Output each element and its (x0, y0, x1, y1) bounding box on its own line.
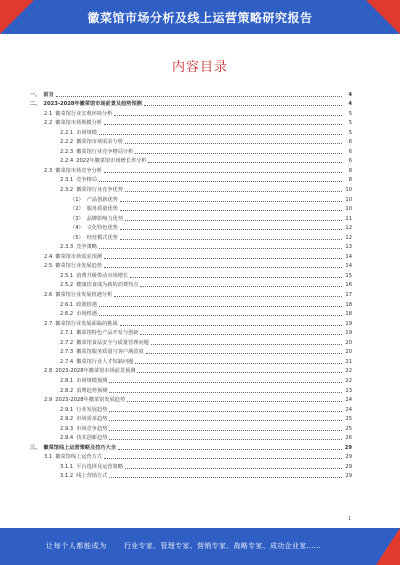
toc-entry-page: 18 (345, 311, 352, 318)
toc-entry-title: 徽菜馆市场需求预测 (55, 253, 102, 260)
toc-section-entry[interactable] (30, 155, 352, 165)
toc-leader-dots (109, 477, 342, 478)
toc-entry-number: 2.6.1 (60, 301, 74, 308)
toc-entry-page: 24 (345, 397, 352, 404)
toc-entry-number: 2.8.1 (60, 377, 74, 384)
toc-section-entry[interactable] (30, 145, 352, 155)
toc-entry-page: 6 (348, 139, 352, 146)
toc-entry-page: 8 (348, 177, 352, 184)
toc-leader-dots (120, 229, 342, 230)
toc-entry-title: 徽菜馆线上运营方式 (55, 454, 102, 461)
toc-entry-page: 25 (345, 425, 352, 432)
toc-entry-title: 2023-2028年徽菜馆发展趋势 (55, 397, 126, 404)
toc-section-entry[interactable] (30, 298, 352, 308)
toc-leader-dots (148, 162, 342, 163)
toc-entry-page: 24 (345, 406, 352, 413)
toc-entry-page: 11 (345, 215, 352, 222)
toc-leader-dots (109, 382, 342, 383)
toc-entry-number: 2.7 (44, 320, 53, 327)
toc-entry-number: （4） (70, 225, 84, 232)
toc-entry-page: 22 (345, 368, 352, 375)
toc-chapter-entry[interactable] (30, 441, 352, 451)
toc-entry-number: 2.1 (44, 110, 53, 117)
toc-section-entry[interactable] (30, 470, 352, 480)
toc-entry-number: 2.9.4 (60, 435, 74, 442)
toc-entry-page: 25 (345, 416, 352, 423)
toc-entry-number: 一、 (30, 91, 41, 98)
toc-heading: 内容目录 (171, 60, 228, 75)
toc-leader-dots (109, 411, 342, 412)
toc-section-entry[interactable] (30, 183, 352, 193)
toc-entry-page: 6 (348, 158, 352, 165)
toc-entry-number: （5） (70, 234, 84, 241)
toc-section-entry[interactable] (30, 355, 352, 365)
toc-section-entry[interactable] (30, 336, 352, 346)
toc-leader-dots (109, 430, 342, 431)
toc-entry-title: 经营模式优势 (86, 234, 118, 241)
toc-leader-dots (109, 392, 342, 393)
toc-entry-page: 29 (345, 463, 352, 470)
toc-section-entry[interactable] (30, 460, 352, 470)
toc-entry-number: 2.7.1 (60, 330, 74, 337)
toc-entry-title: 徽菜馆市场规模分析 (55, 120, 102, 127)
toc-leader-dots (151, 344, 342, 345)
toc-leader-dots (109, 439, 342, 440)
toc-entry-page: 5 (348, 120, 352, 127)
toc-entry-page: 29 (345, 473, 352, 480)
table-of-contents (30, 88, 352, 479)
toc-entry-number: 2.2.1 (60, 129, 74, 136)
toc-entry-title: 竞争策略 (76, 244, 97, 251)
toc-entry-page: 29 (345, 454, 352, 461)
toc-entry-number: （1） (70, 196, 84, 203)
toc-entry-page: 14 (345, 253, 352, 260)
footer-slogan: 让每个人都能成为 (46, 542, 107, 550)
toc-section-entry[interactable] (30, 346, 352, 356)
toc-entry-number: 2.3.1 (60, 177, 74, 184)
toc-leader-dots (114, 115, 342, 116)
toc-section-entry[interactable] (30, 384, 352, 394)
toc-entry-title: 消费趋势预测 (76, 387, 108, 394)
toc-section-entry[interactable] (30, 203, 352, 213)
toc-leader-dots (99, 315, 342, 316)
toc-entry-title: 消费升级带动市场增长 (76, 272, 129, 279)
toc-entry-title: 市场机遇 (76, 311, 97, 318)
toc-entry-page: 14 (345, 263, 352, 270)
toc-entry-title: 徽菜馆行业竞争优势 (76, 187, 123, 194)
toc-entry-title: 徽菜馆市场竞争分析 (55, 167, 102, 174)
toc-leader-dots (125, 220, 342, 221)
toc-leader-dots (127, 401, 342, 402)
toc-entry-title: 徽菜馆行业发展机遇分析 (55, 292, 113, 299)
toc-section-entry[interactable] (30, 250, 352, 260)
toc-entry-title: 2022年徽菜馆市场增长率分析 (76, 158, 147, 165)
toc-leader-dots (114, 296, 342, 297)
toc-entry-title: 市场竞争趋势 (76, 425, 108, 432)
toc-entry-title: 2023-2028年徽菜馆市场前景及趋势预测 (43, 101, 142, 108)
report-title: 徽菜馆市场分析及线上运营策略研究报告 (87, 11, 313, 25)
toc-entry-page: 5 (348, 129, 352, 136)
toc-leader-dots (130, 277, 342, 278)
toc-leader-dots (140, 334, 342, 335)
toc-leader-dots (120, 325, 342, 326)
toc-section-entry[interactable] (30, 260, 352, 270)
toc-entry-page: 10 (345, 196, 352, 203)
page-number: 1 (348, 516, 352, 522)
toc-entry-page: 29 (344, 444, 352, 451)
page-footer-banner (0, 528, 400, 565)
toc-entry-title: 产品创新优势 (86, 196, 118, 203)
toc-leader-dots (125, 143, 342, 144)
toc-section-entry[interactable] (30, 174, 352, 184)
toc-section-entry[interactable] (30, 231, 352, 241)
toc-entry-number: 2.5 (44, 263, 53, 270)
toc-entry-number: （3） (70, 215, 84, 222)
toc-leader-dots (104, 458, 342, 459)
toc-leader-dots (104, 267, 342, 268)
toc-entry-number: 2.6 (44, 292, 53, 299)
toc-entry-page: 4 (348, 91, 352, 98)
toc-entry-title: 平台选择及运营策略 (76, 463, 123, 470)
toc-entry-number: 2.8 (44, 368, 53, 375)
toc-section-entry[interactable] (30, 241, 352, 251)
toc-entry-title: 品牌影响力优势 (86, 215, 124, 222)
toc-entry-number: 2.5.2 (60, 282, 74, 289)
toc-entry-title: 徽菜馆市场需求分析 (76, 139, 123, 146)
toc-chapter-entry[interactable] (30, 98, 352, 108)
footer-red-stripe (376, 528, 400, 565)
toc-section-entry[interactable] (30, 413, 352, 423)
toc-entry-page: 12 (345, 225, 352, 232)
toc-section-entry[interactable] (30, 126, 352, 136)
toc-entry-number: 2.6.2 (60, 311, 74, 318)
toc-entry-number: 2.7.2 (60, 339, 74, 346)
toc-entry-title: 2023-2028年徽菜馆市场前景预测 (55, 368, 136, 375)
toc-section-entry[interactable] (30, 279, 352, 289)
toc-entry-page: 21 (345, 358, 352, 365)
toc-leader-dots (135, 153, 342, 154)
toc-leader-dots (120, 201, 342, 202)
toc-leader-dots (99, 134, 342, 135)
toc-entry-title: 前言 (43, 91, 54, 98)
toc-entry-page: 5 (348, 110, 352, 117)
toc-section-entry[interactable] (30, 422, 352, 432)
toc-chapter-entry[interactable] (30, 88, 352, 98)
toc-section-entry[interactable] (30, 308, 352, 318)
toc-entry-page: 26 (345, 435, 352, 442)
toc-entry-title: 徽菜馆行业竞争格局分析 (76, 148, 134, 155)
toc-entry-page: 4 (348, 101, 352, 108)
toc-section-entry[interactable] (30, 374, 352, 384)
toc-section-entry[interactable] (30, 164, 352, 174)
toc-leader-dots (104, 172, 342, 173)
toc-section-entry[interactable] (30, 222, 352, 232)
toc-entry-page: 19 (345, 330, 352, 337)
toc-leader-dots (99, 181, 342, 182)
toc-section-entry[interactable] (30, 288, 352, 298)
toc-entry-number: 2.4 (44, 253, 53, 260)
toc-entry-title: 竞争格局 (76, 177, 97, 184)
toc-entry-number: 二、 (30, 101, 41, 108)
toc-entry-title: 徽菜馆服务质量与客户满意度 (76, 349, 144, 356)
toc-entry-number: 2.3.3 (60, 244, 74, 251)
toc-leader-dots (120, 239, 342, 240)
footer-roles: 行业专家、管理专家、营销专家、战略专家、成功企业家…… (124, 542, 322, 550)
toc-entry-title: 健康饮食成为新的消费热点 (76, 282, 139, 289)
toc-leader-dots (56, 96, 342, 97)
toc-leader-dots (146, 353, 342, 354)
toc-section-entry[interactable] (30, 432, 352, 442)
toc-entry-number: 2.2 (44, 120, 53, 127)
toc-section-entry[interactable] (30, 136, 352, 146)
toc-entry-title: 徽菜馆行业发展面临的挑战 (55, 320, 118, 327)
toc-entry-page: 20 (345, 339, 352, 346)
toc-entry-page: 16 (345, 282, 352, 289)
toc-leader-dots (99, 248, 342, 249)
toc-section-entry[interactable] (30, 212, 352, 222)
toc-entry-title: 服务质量优势 (86, 206, 118, 213)
toc-leader-dots (135, 363, 342, 364)
toc-entry-number: 2.3 (44, 167, 53, 174)
toc-entry-number: 2.8.2 (60, 387, 74, 394)
toc-entry-title: 徽菜馆食品安全与质量管理问题 (76, 339, 149, 346)
toc-entry-number: 3.1 (44, 454, 53, 461)
toc-section-entry[interactable] (30, 327, 352, 337)
toc-leader-dots (125, 468, 342, 469)
toc-entry-number: 2.9 (44, 397, 53, 404)
toc-entry-title: 市场需求趋势 (76, 416, 108, 423)
toc-entry-page: 19 (345, 320, 352, 327)
page-header-banner (0, 0, 400, 34)
toc-entry-number: 2.5.1 (60, 272, 74, 279)
toc-entry-number: 2.2.2 (60, 139, 74, 146)
toc-entry-title: 市场规模预测 (76, 377, 108, 384)
toc-leader-dots (140, 286, 342, 287)
toc-entry-page: 6 (348, 148, 352, 155)
toc-entry-page: 18 (345, 301, 352, 308)
toc-entry-title: 政策机遇 (76, 301, 97, 308)
toc-leader-dots (104, 124, 342, 125)
toc-entry-title: 徽菜馆特色产品开发与创新 (76, 330, 139, 337)
toc-entry-page: 15 (345, 272, 352, 279)
toc-section-entry[interactable] (30, 317, 352, 327)
toc-leader-dots (120, 210, 342, 211)
toc-leader-dots (144, 105, 342, 106)
toc-entry-title: 行业发展趋势 (76, 406, 108, 413)
toc-section-entry[interactable] (30, 365, 352, 375)
toc-section-entry[interactable] (30, 451, 352, 461)
toc-entry-title: 徽菜馆行业人才短缺问题 (76, 358, 134, 365)
toc-entry-page: 8 (348, 167, 352, 174)
toc-entry-page: 13 (345, 244, 352, 251)
toc-entry-page: 22 (345, 377, 352, 384)
toc-section-entry[interactable] (30, 117, 352, 127)
toc-entry-page: 23 (345, 387, 352, 394)
toc-entry-number: 2.9.2 (60, 416, 74, 423)
toc-section-entry[interactable] (30, 394, 352, 404)
toc-leader-dots (104, 258, 342, 259)
toc-leader-dots (118, 449, 342, 450)
toc-entry-number: 2.2.4 (60, 158, 74, 165)
toc-entry-number: 3.1.2 (60, 473, 74, 480)
toc-entry-page: 20 (345, 349, 352, 356)
toc-entry-page: 10 (345, 187, 352, 194)
toc-section-entry[interactable] (30, 193, 352, 203)
toc-entry-title: 文化特色优势 (86, 225, 118, 232)
toc-entry-page: 17 (345, 292, 352, 299)
toc-entry-number: （2） (70, 206, 84, 213)
toc-section-entry[interactable] (30, 269, 352, 279)
toc-entry-number: 三、 (30, 444, 41, 451)
toc-entry-page: 12 (345, 234, 352, 241)
toc-entry-title: 徽菜馆行业宏观环境分析 (55, 110, 113, 117)
toc-leader-dots (125, 191, 342, 192)
toc-entry-page: 10 (345, 206, 352, 213)
toc-section-entry[interactable] (30, 403, 352, 413)
toc-entry-number: 2.2.3 (60, 148, 74, 155)
toc-leader-dots (109, 420, 342, 421)
toc-entry-number: 3.1.1 (60, 463, 74, 470)
toc-section-entry[interactable] (30, 107, 352, 117)
toc-entry-title: 技术创新趋势 (76, 435, 108, 442)
toc-leader-dots (137, 372, 342, 373)
toc-entry-number: 2.9.3 (60, 425, 74, 432)
toc-entry-number: 2.9.1 (60, 406, 74, 413)
toc-entry-title: 徽菜馆行业发展趋势 (55, 263, 102, 270)
toc-entry-number: 2.7.3 (60, 349, 74, 356)
toc-entry-number: 2.3.2 (60, 187, 74, 194)
toc-entry-title: 线上营销方式 (76, 473, 108, 480)
toc-entry-title: 徽菜馆线上运营策略及技巧大全 (43, 444, 117, 451)
toc-entry-title: 市场规模 (76, 129, 97, 136)
toc-leader-dots (99, 306, 342, 307)
toc-entry-number: 2.7.4 (60, 358, 74, 365)
